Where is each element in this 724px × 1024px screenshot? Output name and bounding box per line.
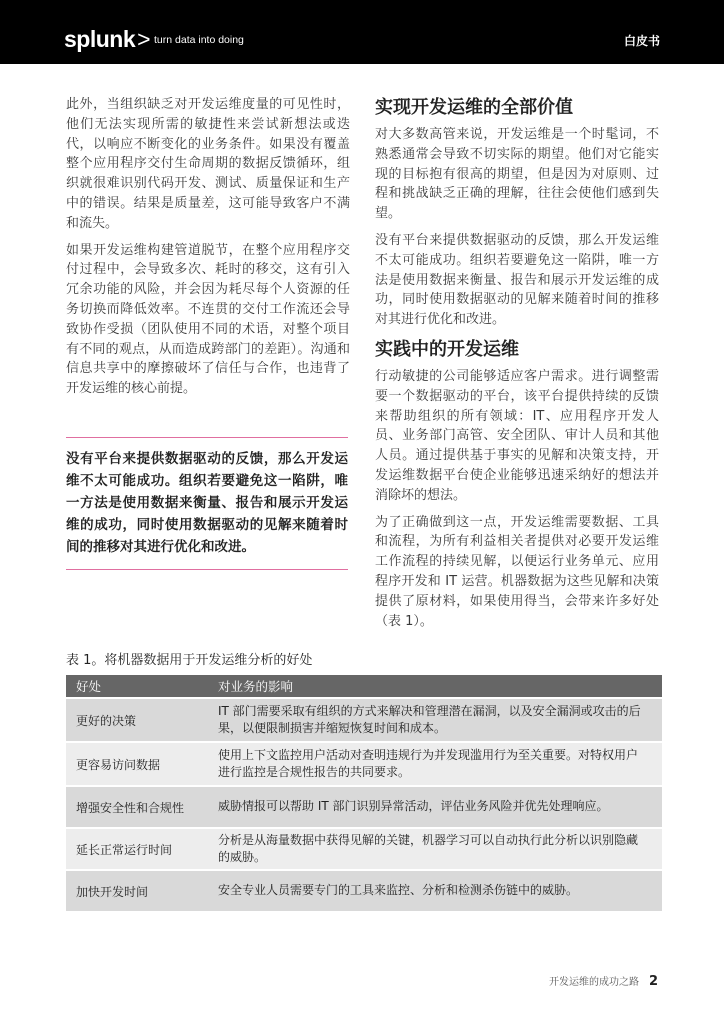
table-cell-benefit: 增强安全性和合规性 — [76, 800, 185, 815]
left-column — [66, 95, 350, 406]
table-cell-impact: IT 部门需要采取有组织的方式来解决和管理潜在漏洞，以及安全漏洞或攻击的后果，以便限制损害并缩短恢复时间和成本。 — [218, 703, 641, 735]
right-paragraph-3: 行动敏捷的公司能够适应客户需求。进行调整需要一个数据驱动的平台，该平台提供持续的反馈来帮助组织的所有领域：IT、应用程序开发人员、业务部门高管、安全团队、审计人员和其他人员。通过提供基于事实的见解和决策支持，开发运维数据平台使企业能够迅速采纳好的想法并消除坏的想法。 — [375, 368, 659, 503]
table-cell-impact: 安全专业人员需要专门的工具来监控、分析和检测杀伤链中的威胁。 — [218, 883, 579, 898]
right-column — [375, 95, 659, 638]
benefits-table — [66, 675, 662, 911]
section-heading-devops-in-practice: 实践中的开发运维 — [375, 338, 519, 360]
tagline: turn data into doing — [154, 34, 244, 46]
page-header — [0, 0, 724, 64]
left-paragraph-1: 此外，当组织缺乏对开发运维度量的可见性时，他们无法实现所需的敏捷性来尝试新想法或迭代，以响应不断变化的业务条件。如果没有覆盖整个应用程序交付生命周期的数据反馈循环，组织就很难识别代码开发、测试、质量保证和生产中的错误。结果是质量差，这可能导致客户不满和流失。 — [66, 97, 350, 231]
footer-title: 开发运维的成功之路 — [549, 977, 639, 988]
document-type: 白皮书 — [623, 34, 660, 48]
splunk-logo: splunk> — [64, 26, 151, 52]
right-paragraph-2: 没有平台来提供数据驱动的反馈，那么开发运维不太可能成功。组织若要避免这一陷阱，唯一方法是使用数据来衡量、报告和展示开发运维的成功，同时使用数据驱动的见解来随着时间的推移对其进行优化和改进。 — [375, 232, 659, 328]
right-paragraph-1: 对大多数高管来说，开发运维是一个时髦词，不熟悉通常会导致不切实际的期望。他们对它能实现的目标抱有很高的期望，但是因为对原则、过程和挑战缺乏正确的理解，往往会使他们感到失望。 — [375, 127, 659, 222]
table-header-impact: 对业务的影响 — [218, 679, 294, 694]
table-row — [66, 697, 662, 741]
section-heading-realize-value: 实现开发运维的全部价值 — [375, 97, 573, 118]
logo-arrow-icon: > — [137, 26, 151, 52]
table-row — [66, 869, 662, 911]
left-paragraph-2: 如果开发运维构建管道脱节，在整个应用程序交付过程中，会导致多次、耗时的移交，这有引入冗余功能的风险，并会因为耗尽每个人资源的任务切换而降低效率。不连贯的交付工作流还会导致协作受损（团队使用不同的术语，对整个项目有不同的观点，从而造成跨部门的差距）。沟通和信息共享中的摩擦破坏了信任与合作，也违背了开发运维的核心前提。 — [66, 242, 350, 397]
table-cell-impact: 分析是从海量数据中获得见解的关键，机器学习可以自动执行此分析以识别隐藏的威胁。 — [218, 832, 639, 864]
pull-quote-text: 没有平台来提供数据驱动的反馈，那么开发运维不太可能成功。组织若要避免这一陷阱，唯一方法是使用数据来衡量、报告和展示开发运维的成功，同时使用数据驱动的见解来随着时间的推移对其进行优化和改进。 — [66, 451, 348, 555]
table-row — [66, 741, 662, 785]
table-header-benefit: 好处 — [76, 679, 102, 694]
table-header-row — [66, 675, 662, 697]
table-row — [66, 785, 662, 827]
table-cell-benefit: 延长正常运行时间 — [76, 842, 173, 857]
page-number: 2 — [648, 974, 658, 989]
right-paragraph-4: 为了正确做到这一点，开发运维需要数据、工具和流程，为所有利益相关者提供对必要开发运维工作流程的持续见解，以便运行业务单元、应用程序开发和 IT 运营。机器数据为这些见解和决策提供了原材料，如果使用得当，会带来许多好处（表 1）。 — [375, 514, 659, 629]
table-caption: 表 1。将机器数据用于开发运维分析的好处 — [66, 653, 313, 668]
pull-quote — [66, 437, 348, 570]
table-cell-impact: 威胁情报可以帮助 IT 部门识别异常活动，评估业务风险并优先处理响应。 — [218, 799, 609, 814]
table-cell-benefit: 更好的决策 — [76, 713, 137, 728]
table-cell-benefit: 加快开发时间 — [76, 884, 149, 899]
table-cell-benefit: 更容易访问数据 — [76, 757, 161, 772]
table-row — [66, 827, 662, 869]
table-cell-impact: 使用上下文监控用户活动对查明违规行为并发现滥用行为至关重要。对特权用户进行监控是合规性报告的共同要求。 — [218, 747, 639, 779]
